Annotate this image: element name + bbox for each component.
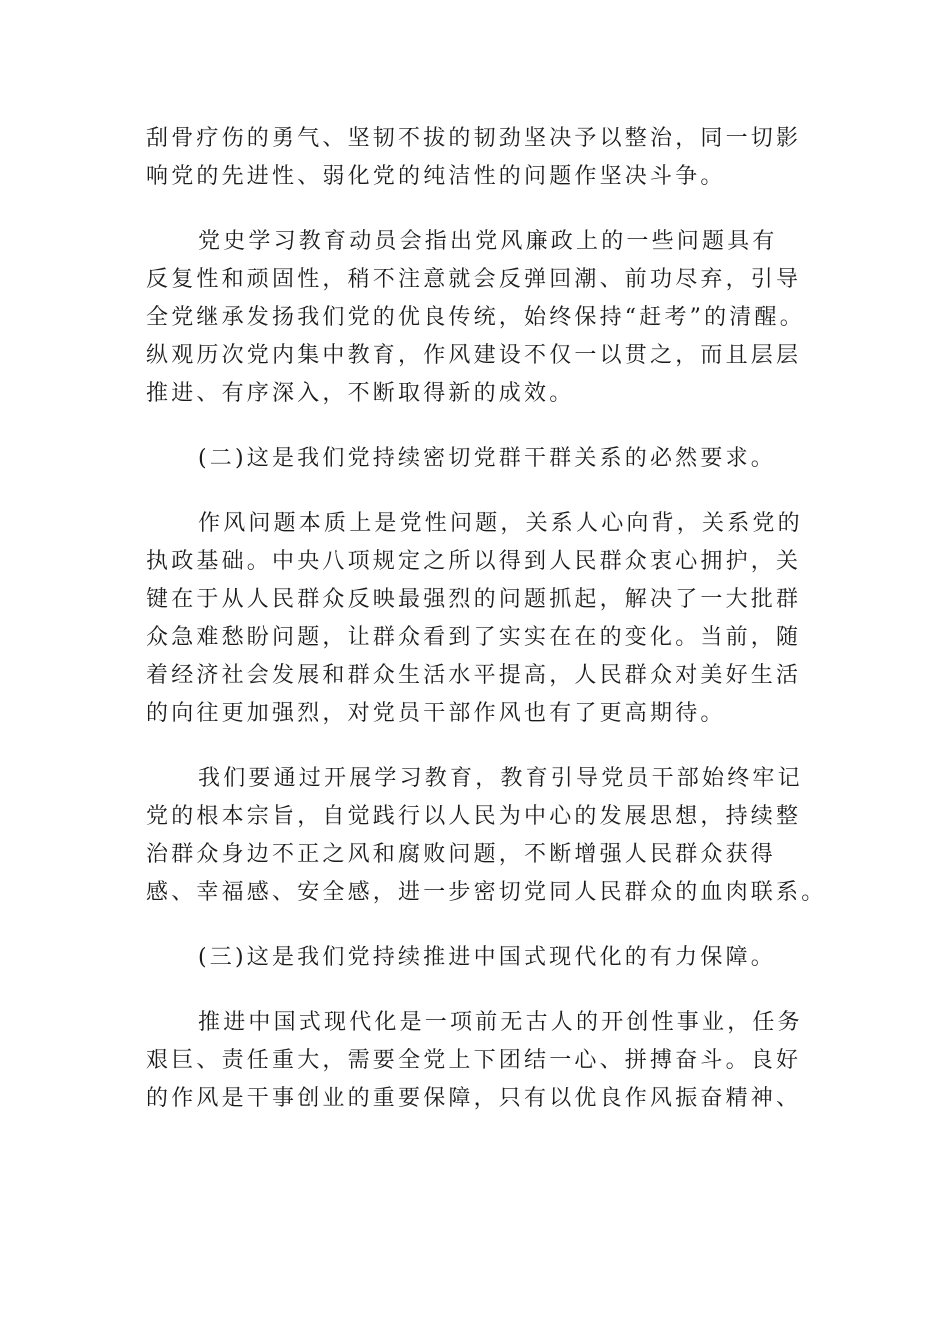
paragraph-continuation [146, 120, 826, 196]
paragraph-gap [146, 478, 826, 505]
paragraph-gap [146, 912, 826, 939]
text-line: 的向往更加强烈，对党员干部作风也有了更高期待。 [146, 701, 726, 726]
heading-text: (二)这是我们党持续密切党群干群关系的必然要求。 [198, 446, 776, 471]
text-line: 全党继承发扬我们党的优良传统，始终保持“赶考”的清醒。 [146, 305, 805, 330]
paragraph-gap [146, 733, 826, 760]
text-line: 执政基础。中央八项规定之所以得到人民群众衷心拥护，关 [146, 549, 802, 574]
document-page [146, 120, 826, 1118]
paragraph-modernization [146, 1004, 826, 1118]
text-line: 治群众身边不正之风和腐败问题，不断增强人民群众获得 [146, 842, 777, 867]
text-line: 刮骨疗伤的勇气、坚韧不拔的韧劲坚决予以整治，同一切影 [146, 126, 802, 151]
paragraph-gap [146, 413, 826, 440]
paragraph-work-style [146, 505, 826, 733]
text-line: 作风问题本质上是党性问题，关系人心向背，关系党的 [198, 511, 803, 536]
text-line: 响党的先进性、弱化党的纯洁性的问题作坚决斗争。 [146, 164, 726, 189]
text-line: 纵观历次党内集中教育，作风建设不仅一以贯之，而且层层 [146, 343, 802, 368]
paragraph-party-history [146, 223, 826, 413]
text-line: 的作风是干事创业的重要保障，只有以优良作风振奋精神、 [146, 1086, 802, 1111]
text-line: 党的根本宗旨，自觉践行以人民为中心的发展思想，持续整 [146, 804, 802, 829]
text-line: 众急难愁盼问题，让群众看到了实实在在的变化。当前，随 [146, 625, 802, 650]
text-line: 着经济社会发展和群众生活水平提高，人民群众对美好生活 [146, 663, 802, 688]
text-line: 推进、有序深入，不断取得新的成效。 [146, 381, 575, 406]
paragraph-gap [146, 196, 826, 223]
section-heading-3 [146, 939, 826, 977]
text-line: 艰巨、责任重大，需要全党上下团结一心、拼搏奋斗。良好 [146, 1048, 802, 1073]
text-line: 键在于从人民群众反映最强烈的问题抓起，解决了一大批群 [146, 587, 802, 612]
text-line: 我们要通过开展学习教育，教育引导党员干部始终牢记 [198, 766, 803, 791]
text-line: 感、幸福感、安全感，进一步密切党同人民群众的血肉联系。 [146, 880, 827, 905]
section-heading-2 [146, 440, 826, 478]
text-line: 党史学习教育动员会指出党风廉政上的一些问题具有 [198, 229, 778, 254]
heading-text: (三)这是我们党持续推进中国式现代化的有力保障。 [198, 945, 776, 970]
paragraph-gap [146, 977, 826, 1004]
text-line: 反复性和顽固性，稍不注意就会反弹回潮、前功尽弃，引导 [146, 267, 802, 292]
text-line: 推进中国式现代化是一项前无古人的开创性事业，任务 [198, 1010, 803, 1035]
paragraph-education [146, 760, 826, 912]
